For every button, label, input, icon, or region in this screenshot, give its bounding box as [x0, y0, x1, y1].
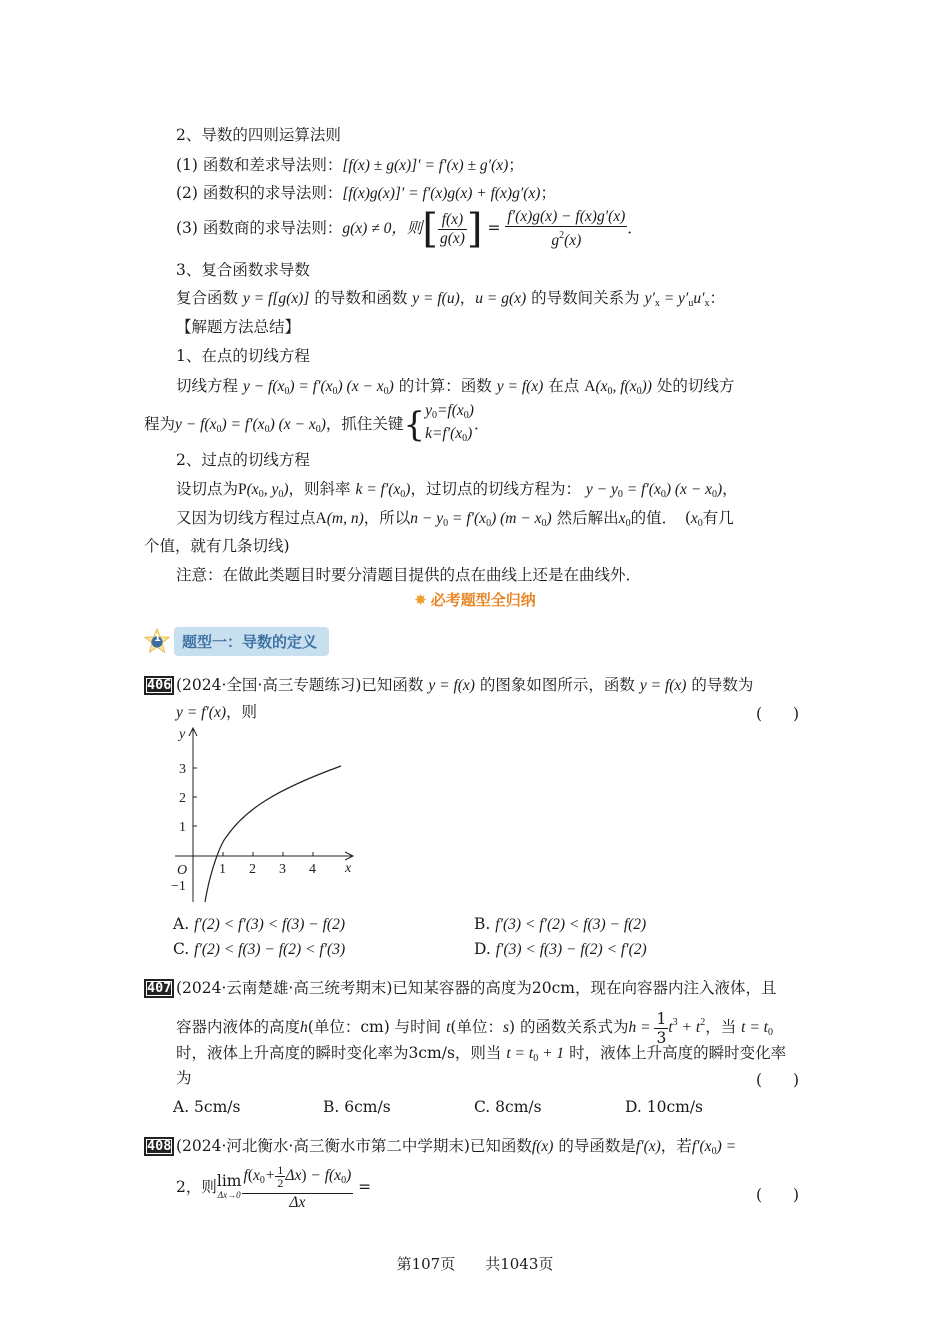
- method-1-text-line2: 程为$y - f(x_0) = f'(x_0) (x - x_0)$，抓住关键{ $y_0=f(x_0)$ $k=f'(x_0)$ ．: [144, 402, 490, 445]
- y-axis-label: y: [179, 727, 186, 742]
- function-graph: [165, 722, 365, 908]
- question-406-line2: y = f′(x)，则: [176, 703, 258, 721]
- method-1-title: 1、在点的切线方程: [176, 347, 310, 365]
- rule-product: (2) 函数积的求导法则：[f(x)g(x)]′ = f′(x)g(x) + f(x)g′(x)；: [176, 184, 556, 202]
- method-2-text-line3: 个值，就有几条切线): [144, 537, 290, 555]
- composite-rule: 复合函数 y = f[g(x)] 的导数和函数 y = f(u)，u = g(x) 的导数间关系为 $y'_x = y'_uu'_x$：: [176, 289, 725, 309]
- question-number-badge: 408: [144, 1137, 174, 1156]
- method-2-text-line1: 设切点为$P(x_0$, $y_0$)，则斜率 $k = f'(x_0)$，过切点的切线方程为： $y - y_0 = f'(x_0) (x - x_0)$，: [176, 480, 738, 500]
- answer-paren: ( ): [756, 1186, 800, 1204]
- sun-icon: ✸: [414, 591, 427, 609]
- page-footer: 第107页 共1043页: [396, 1255, 554, 1273]
- section-title-composite: 3、复合函数求导数: [176, 261, 310, 279]
- section-title-operations: 2、导数的四则运算法则: [176, 126, 341, 144]
- rule-condition: g(x) ≠ 0，则: [342, 220, 423, 237]
- choice-c[interactable]: C. f′(2) < f(3) − f(2) < f′(3): [173, 940, 346, 958]
- rule-label: (2) 函数积的求导法则：: [176, 184, 343, 202]
- rule-sum-difference: (1) 函数和差求导法则：[f(x) ± g(x)]′ = f′(x) ± g′(x)；: [176, 156, 524, 174]
- question-407-line4: 为: [176, 1069, 192, 1087]
- choice-b[interactable]: B. 6cm/s: [323, 1098, 391, 1116]
- y-tick-label: 2: [179, 791, 186, 806]
- origin-label: O: [177, 863, 188, 878]
- rule-label: (3) 函数商的求导法则：: [176, 219, 343, 237]
- question-406-line1: (2024·全国·高三专题练习)已知函数 y = f(x) 的图象如图所示，函数 y = f(x) 的导数为: [176, 676, 754, 694]
- must-test-banner: ✸ 必考题型全归纳: [414, 591, 536, 609]
- choice-a[interactable]: A. f′(2) < f′(3) < f(3) − f(2): [173, 915, 345, 933]
- question-407-line3: 时，液体上升高度的瞬时变化率为3cm/s，则当 $t = t_0 + 1$ 时，液体上升高度的瞬时变化率: [176, 1044, 787, 1064]
- choice-c[interactable]: C. 8cm/s: [474, 1098, 542, 1116]
- method-2-text-line2: 又因为切线方程过点A(m, n)，所以$n - y_0 = f'(x_0) (m - x_0)$ 然后解出$x_0$的值． ($x_0$有几: [176, 509, 734, 529]
- choice-d[interactable]: D. f′(3) < f(3) − f(2) < f′(2): [474, 940, 647, 958]
- choice-a[interactable]: A. 5cm/s: [173, 1098, 241, 1116]
- type-label: 题型一：导数的定义: [174, 627, 329, 656]
- question-type-heading: [144, 625, 329, 657]
- function-curve: [205, 766, 341, 902]
- x-tick-label: 1: [219, 862, 226, 877]
- answer-paren: ( ): [756, 1071, 800, 1089]
- question-407-line1: (2024·云南楚雄·高三统考期末)已知某容器的高度为20cm，现在向容器内注入液体，且: [176, 979, 777, 997]
- question-407-line2: 容器内液体的高度h(单位：cm) 与时间 t(单位：s) 的函数关系式为h = $\frac{1}{3}$ $t^3 + t^2$，当 $t = t_0$: [176, 1009, 773, 1047]
- note-text: 注意：在做此类题目时要分清题目提供的点在曲线上还是在曲线外．: [176, 566, 642, 584]
- y-tick-label: −1: [171, 879, 186, 894]
- choice-b[interactable]: B. f′(3) < f′(2) < f(3) − f(2): [474, 915, 647, 933]
- x-tick-label: 3: [279, 862, 286, 877]
- x-tick-label: 2: [249, 862, 256, 877]
- method-summary-title: 【解题方法总结】: [176, 318, 301, 336]
- choice-d[interactable]: D. 10cm/s: [625, 1098, 704, 1116]
- question-number-badge: 406: [144, 676, 174, 695]
- rule-quotient: (3) 函数商的求导法则：g(x) ≠ 0，则[ $\frac{f(x)}{g(x)}$ ] = $\frac{f'(x)g(x) - f(x)g'(x)}{g^2(x)}$ ．: [176, 206, 643, 252]
- y-tick-label: 1: [179, 820, 186, 835]
- method-2-title: 2、过点的切线方程: [176, 451, 310, 469]
- question-408-line1: (2024·河北衡水·高三衡水市第二中学期末)已知函数f(x) 的导函数是f′(x)，若$f'(x_0)$ =: [176, 1137, 737, 1157]
- x-axis-label: x: [345, 861, 352, 876]
- question-408-line2: 2，则 lim Δx→0 $f(x_0+$ $\frac{1}{2}$ $\Delta x) - f(x_0)$ Δx =: [176, 1163, 372, 1212]
- answer-paren: ( ): [756, 705, 800, 723]
- type-number: 1: [154, 633, 161, 644]
- method-1-text-line1: 切线方程 $y - f(x_0) = f'(x_0) (x - x_0)$ 的计算：函数 y = f(x) 在点 $A(x_0$, $f(x_0)$) 处的切线方: [176, 377, 735, 397]
- x-tick-label: 4: [309, 862, 316, 877]
- question-number-badge: 407: [144, 979, 174, 998]
- y-tick-label: 3: [179, 762, 186, 777]
- rule-label: (1) 函数和差求导法则：: [176, 156, 343, 174]
